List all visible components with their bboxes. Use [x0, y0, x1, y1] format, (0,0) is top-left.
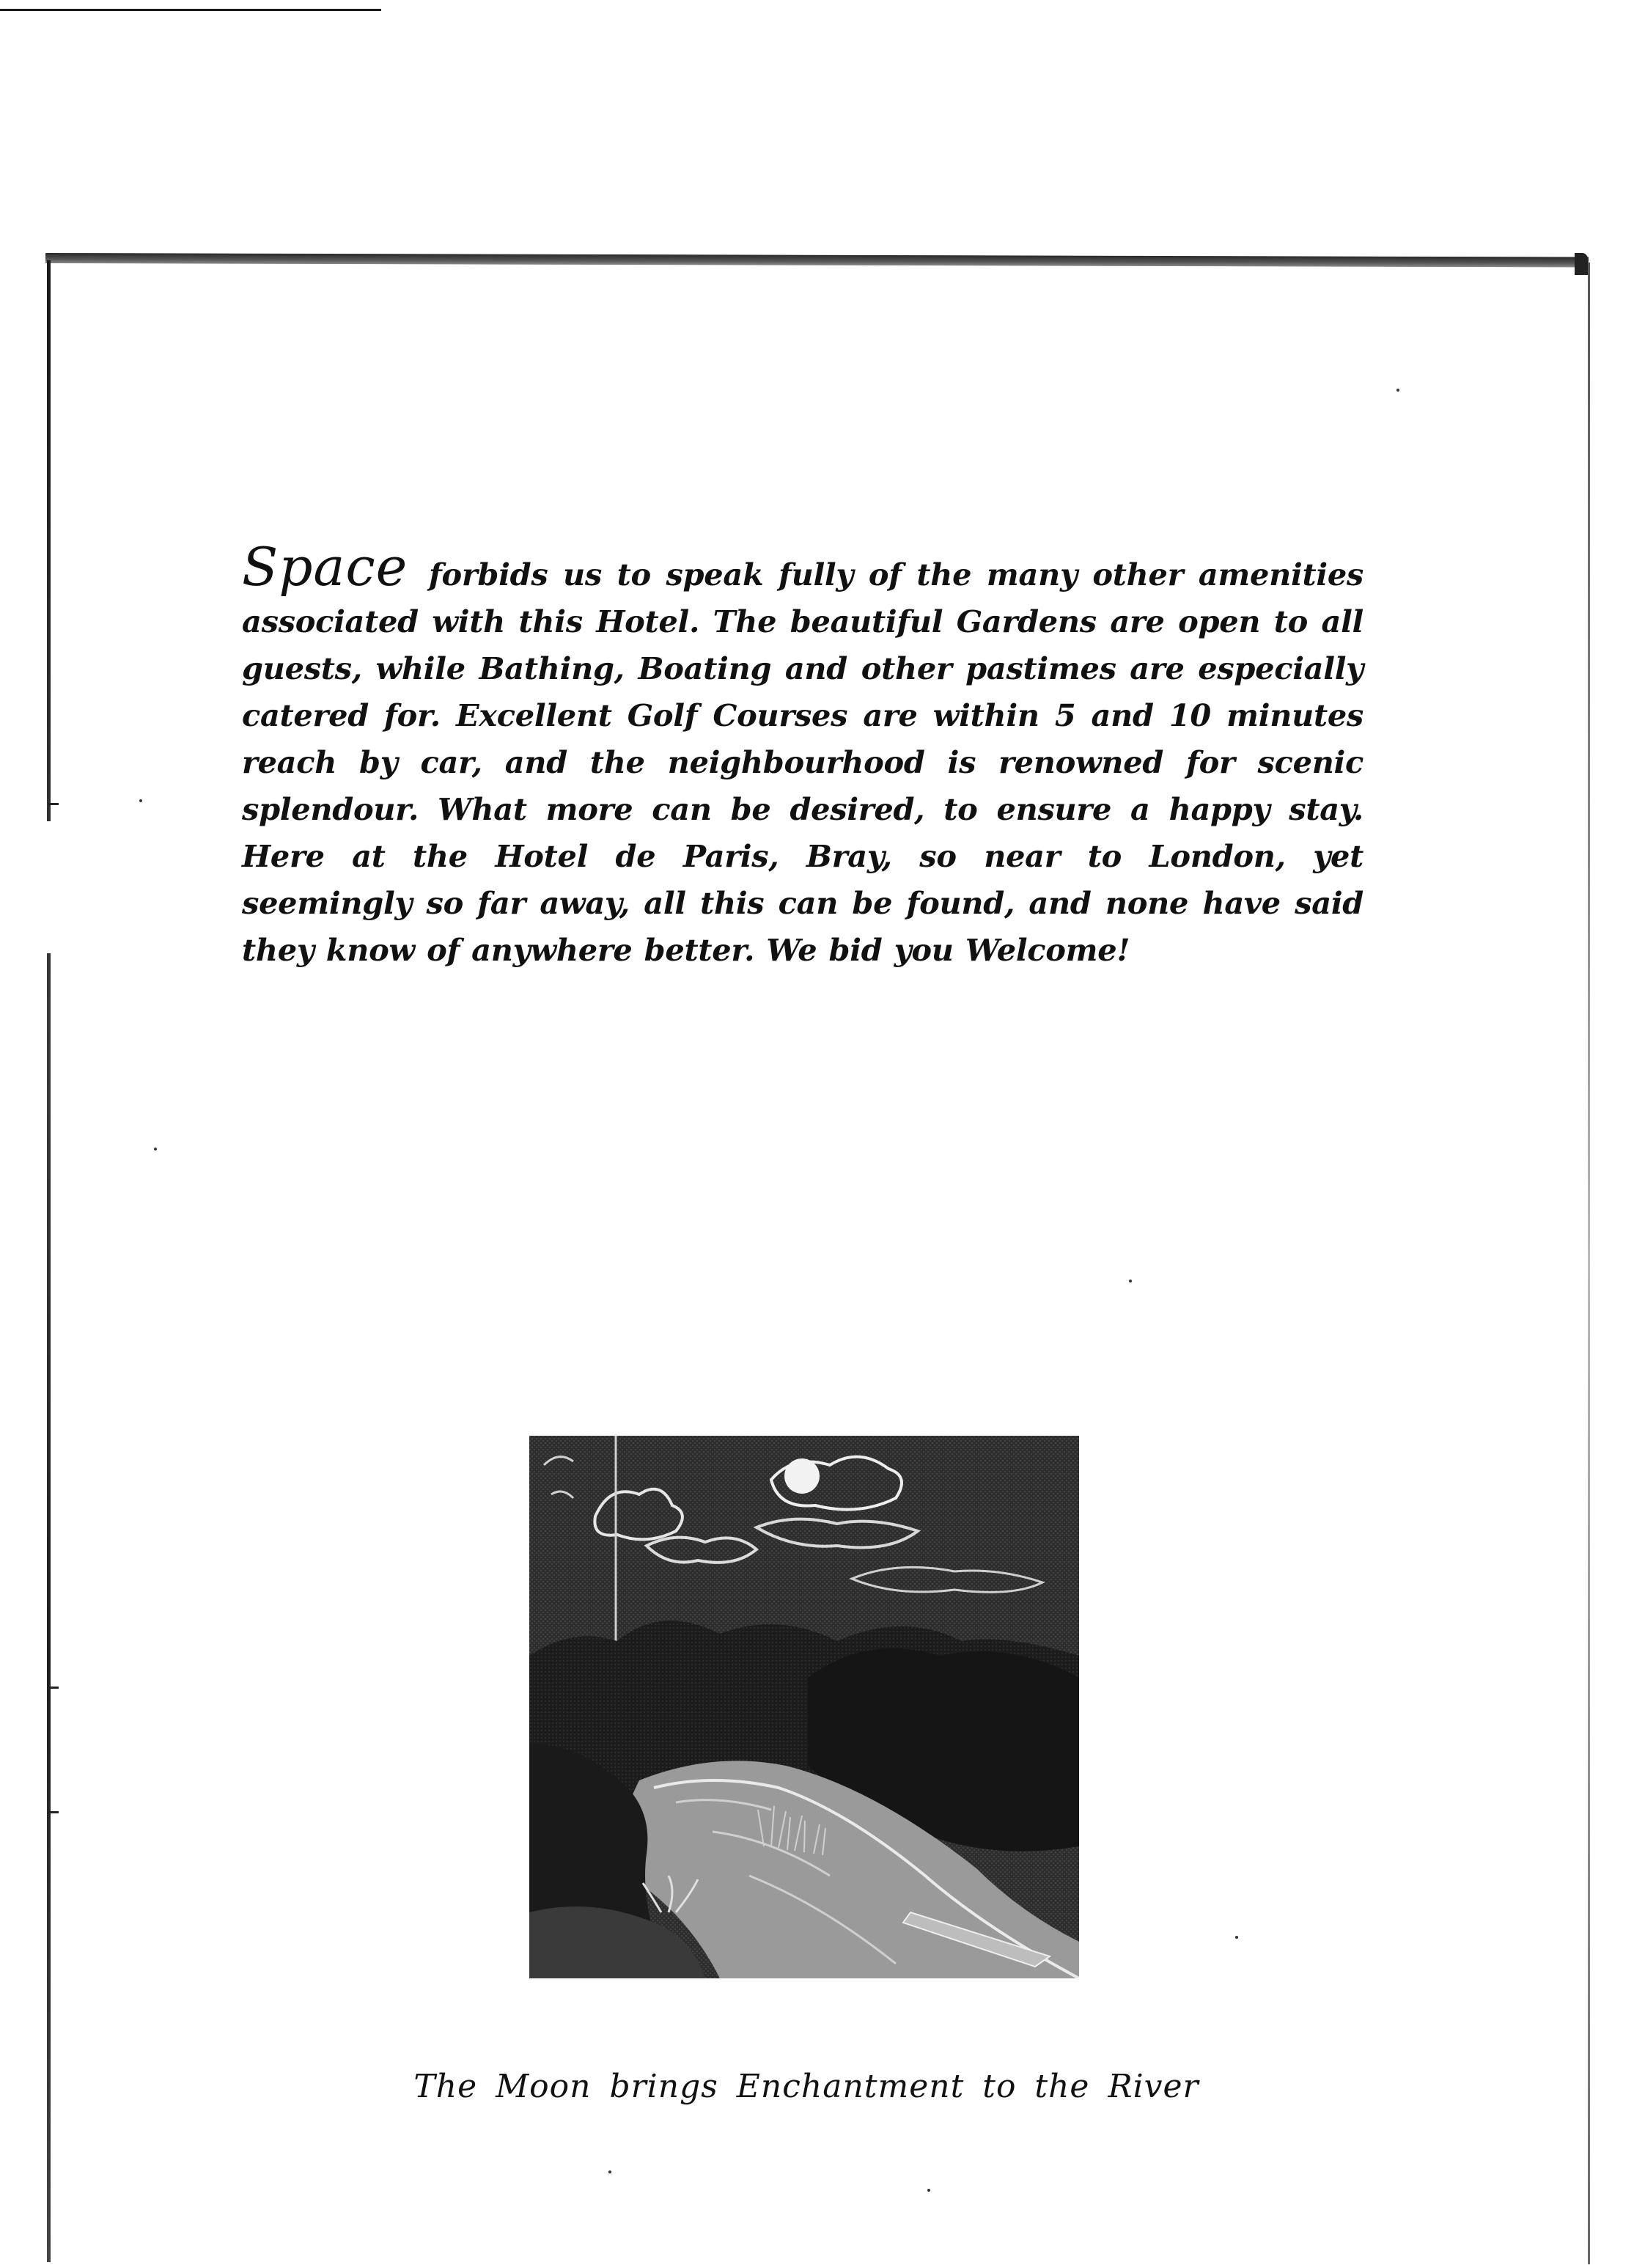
scan-top-edge — [0, 9, 381, 11]
page-frame-left — [47, 260, 51, 2262]
scan-speck — [1129, 1280, 1132, 1282]
lead-word: Space — [242, 536, 408, 598]
scan-speck — [608, 2170, 611, 2173]
page-frame-corner — [1575, 253, 1588, 275]
page-frame-left-gap — [46, 821, 51, 953]
scan-speck — [927, 2189, 930, 2192]
page-frame-top — [45, 253, 1589, 268]
paragraph-text: forbids us to speak fully of the many other amenities associated with this Hotel. The beautiful Gardens are open to all guests, while Bathing, Boating and other pastimes are especially catered for. Excellent Golf Courses are within 5 and 10 minutes reach by car, and the neighbourhood is renowned for scenic splendour. What more can be desired, to ensure a happy stay. Here at the Hotel de Paris, Bray, so near to London, yet seemingly so far away, all this can be found, and none have said they know of anywhere better. We bid you Welcome! — [242, 557, 1363, 968]
moonlit-river-illustration — [529, 1436, 1079, 1978]
frame-tick — [48, 1811, 59, 1813]
scan-speck — [1396, 389, 1399, 392]
frame-tick — [48, 1687, 59, 1689]
illustration-caption: The Moon brings Enchantment to the River — [413, 2068, 1199, 2105]
moonlit-river-engraving-icon — [529, 1436, 1079, 1978]
frame-tick — [48, 803, 59, 805]
page-frame-right — [1588, 263, 1590, 2264]
scan-speck — [1235, 1936, 1238, 1939]
scan-speck — [139, 799, 142, 802]
intro-paragraph — [242, 536, 1363, 974]
scan-speck — [154, 1148, 157, 1150]
